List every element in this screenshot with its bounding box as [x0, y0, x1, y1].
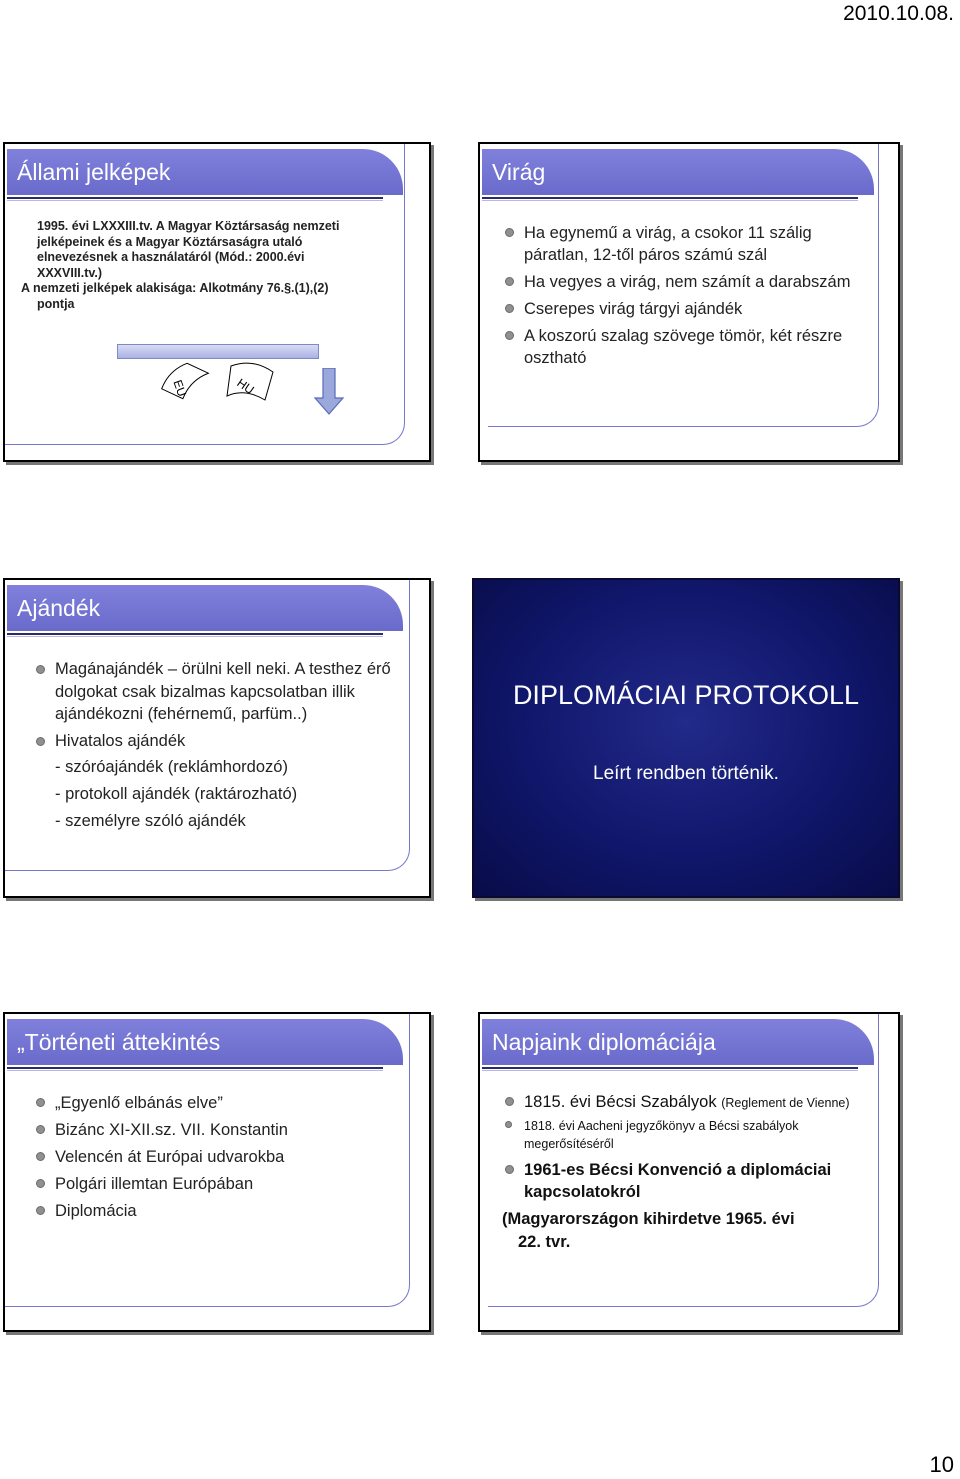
eu-flag-label: EU	[170, 377, 190, 399]
list-item: Ha egynemű a virág, a csokor 11 szálig páratlan, 12-től páros számú szál	[502, 222, 872, 266]
slide-diplomaciai-protokoll	[472, 578, 900, 898]
title-underline	[7, 197, 383, 199]
list-item: Polgári illemtan Európában	[33, 1173, 413, 1195]
title-underline-light	[482, 1070, 858, 1071]
text-line: 1995. évi LXXXIII.tv. A Magyar Köztársaság nemzeti	[37, 219, 340, 233]
list-item-note: (Reglement de Vienne)	[721, 1096, 850, 1110]
slide-title: „Történeti áttekintés	[7, 1019, 403, 1065]
sub-item: - személyre szóló ajándék	[55, 812, 246, 830]
bullet-list	[33, 658, 403, 837]
list-item: Ha vegyes a virág, nem számít a darabszám	[502, 271, 872, 293]
bullet-list	[502, 1092, 872, 1203]
hu-flag-icon	[223, 356, 283, 411]
hu-flag-label: HU	[234, 375, 257, 398]
sub-item: - protokoll ajándék (raktározható)	[55, 785, 298, 803]
slide-title: Ajándék	[7, 585, 403, 631]
slide-content	[502, 1092, 872, 1254]
list-item: Bizánc XI-XII.sz. VII. Konstantin	[33, 1119, 413, 1141]
slide-text	[21, 219, 340, 312]
bullet-list	[33, 1092, 413, 1227]
title-underline-light	[7, 1070, 383, 1071]
slide-subtitle: Leírt rendben történik.	[593, 763, 779, 784]
slide-title: Állami jelképek	[7, 149, 403, 195]
eu-flag-icon	[155, 356, 215, 411]
title-underline-light	[482, 200, 858, 201]
slide-header	[5, 1019, 405, 1071]
list-item: Hivatalos ajándék	[33, 730, 403, 753]
title-underline	[7, 633, 383, 635]
title-underline	[482, 197, 858, 199]
page-number: 10	[929, 1452, 954, 1477]
slide-header	[5, 585, 405, 637]
page-date: 2010.10.08.	[843, 2, 954, 25]
title-underline-light	[7, 636, 383, 637]
slide-ajandek	[3, 578, 431, 898]
slide-title: Napjaink diplomáciája	[482, 1019, 874, 1065]
text-line: A nemzeti jelképek alakisága: Alkotmány 76.§.(1),(2)	[21, 281, 329, 295]
list-item: Diplomácia	[33, 1200, 413, 1222]
list-item: Velencén át Európai udvarokba	[33, 1146, 413, 1168]
arrow-down-icon	[313, 368, 347, 416]
slide-title: Virág	[482, 149, 874, 195]
list-item: 1818. évi Aacheni jegyzőkönyv a Bécsi szabályok megerősítéséről	[502, 1117, 872, 1153]
list-item: Cserepes virág tárgyi ajándék	[502, 298, 872, 320]
sub-item: - szóróajándék (reklámhordozó)	[55, 758, 288, 776]
slide-header	[480, 149, 874, 201]
list-item: 1961-es Bécsi Konvenció a diplomáciai kapcsolatokról	[502, 1159, 872, 1203]
text-line: jelképeinek és a Magyar Köztársaságra utaló	[37, 234, 303, 249]
text-line: XXXVIII.tv.)	[37, 265, 103, 280]
list-item: Magánajándék – örülni kell neki. A testhez érő dolgokat csak bizalmas kapcsolatban illik ajándékozni (fehérnemű, parfüm..)	[33, 658, 403, 726]
flag-bar	[117, 344, 319, 359]
slide-header	[5, 149, 405, 201]
list-item-main: 1815. évi Bécsi Szabályok	[524, 1093, 722, 1111]
list-item	[502, 1092, 872, 1114]
paragraph	[502, 1208, 872, 1254]
slide-allami-jelkepek	[3, 142, 431, 462]
slide-title: DIPLOMÁCIAI PROTOKOLL	[512, 680, 860, 710]
title-underline-light	[7, 200, 383, 201]
text-line: elnevezésnek a használatáról (Mód.: 2000.évi	[37, 250, 305, 264]
slide-napjaink-diplomaciaja	[478, 1012, 900, 1332]
slide-torteneti-attekintes	[3, 1012, 431, 1332]
list-item: „Egyenlő elbánás elve”	[33, 1092, 413, 1114]
text-line: pontja	[37, 296, 75, 311]
paragraph-line: 22. tvr.	[518, 1233, 571, 1251]
list-item: A koszorú szalag szövege tömör, két részre osztható	[502, 325, 872, 369]
paragraph-line: (Magyarországon kihirdetve 1965. évi	[502, 1210, 795, 1228]
slide-header	[480, 1019, 874, 1071]
title-underline	[7, 1067, 383, 1069]
bullet-list	[502, 222, 872, 374]
slide-virag	[478, 142, 900, 462]
title-underline	[482, 1067, 858, 1069]
